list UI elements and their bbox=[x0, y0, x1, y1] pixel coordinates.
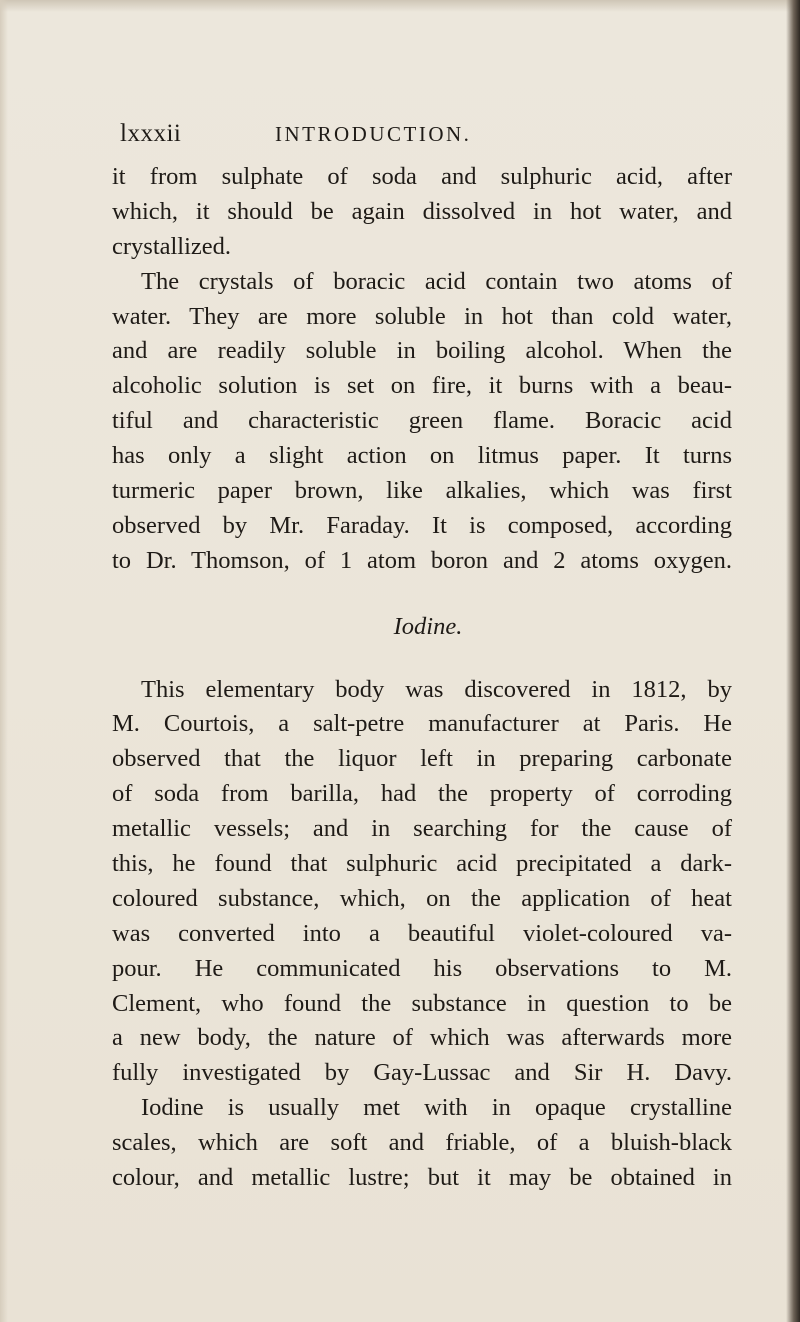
text-line: alcoholic solution is set on fire, it burns with a beau- bbox=[112, 372, 732, 400]
section-heading: Iodine. bbox=[393, 612, 463, 640]
text-line: Clement, who found the substance in question to be bbox=[112, 989, 732, 1017]
page-header bbox=[120, 120, 720, 154]
paragraph-first-line: Iodine is usually met with in opaque crystalline bbox=[141, 1094, 732, 1122]
paragraph-first-line: The crystals of boracic acid contain two atoms of bbox=[141, 267, 732, 295]
page-top-shadow bbox=[0, 0, 800, 12]
page-left-shadow bbox=[0, 0, 8, 1322]
paragraph-first-line: This elementary body was discovered in 1812, by bbox=[141, 675, 732, 703]
text-line: it from sulphate of soda and sulphuric acid, after bbox=[112, 163, 732, 190]
text-line: metallic vessels; and in searching for the cause of bbox=[112, 815, 732, 843]
text-line: which, it should be again dissolved in hot water, and bbox=[112, 197, 732, 225]
text-line: of soda from barilla, had the property of corroding bbox=[112, 780, 732, 808]
text-line: coloured substance, which, on the application of heat bbox=[112, 884, 732, 912]
text-line: to Dr. Thomson, of 1 atom boron and 2 atoms oxygen. bbox=[112, 546, 732, 574]
text-line: water. They are more soluble in hot than cold water, bbox=[112, 302, 732, 330]
text-line: this, he found that sulphuric acid precipitated a dark- bbox=[112, 850, 732, 878]
text-line: scales, which are soft and friable, of a bluish-black bbox=[112, 1129, 732, 1157]
text-line: and are readily soluble in boiling alcohol. When the bbox=[112, 337, 732, 365]
text-line: a new body, the nature of which was afterwards more bbox=[112, 1024, 732, 1052]
text-line: M. Courtois, a salt-petre manufacturer at Paris. He bbox=[112, 710, 732, 738]
text-line: has only a slight action on litmus paper. It turns bbox=[112, 442, 732, 470]
body-text bbox=[112, 160, 732, 1196]
text-line: observed by Mr. Faraday. It is composed, according bbox=[112, 511, 732, 539]
text-line: tiful and characteristic green flame. Boracic acid bbox=[112, 407, 732, 435]
page-binding-edge bbox=[786, 0, 800, 1322]
page-number: lxxxii bbox=[120, 120, 182, 147]
text-line: colour, and metallic lustre; but it may be obtained in bbox=[112, 1164, 732, 1192]
text-line: turmeric paper brown, like alkalies, which was first bbox=[112, 477, 732, 505]
running-head: INTRODUCTION. bbox=[275, 122, 472, 146]
text-line: was converted into a beautiful violet-coloured va- bbox=[112, 919, 732, 947]
text-line: pour. He communicated his observations to M. bbox=[112, 954, 732, 982]
text-line: fully investigated by Gay-Lussac and Sir H. Davy. bbox=[112, 1059, 732, 1087]
text-line: observed that the liquor left in preparing carbonate bbox=[112, 745, 732, 773]
text-line: crystallized. bbox=[112, 232, 232, 260]
